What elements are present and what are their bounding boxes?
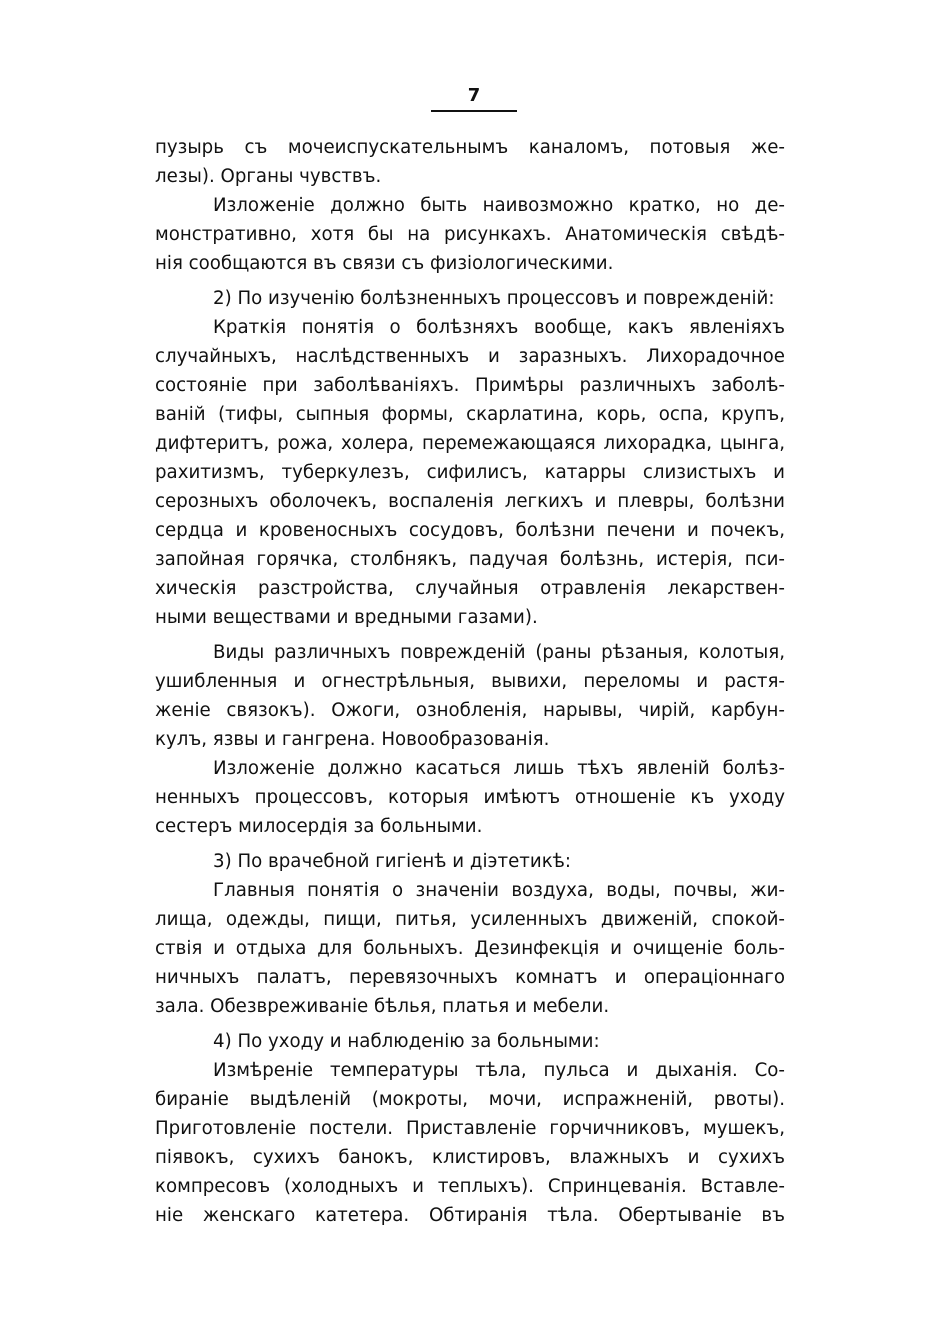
text-line: серозныхъ оболочекъ, воспаленія легкихъ и плевры, болѣзни xyxy=(155,491,785,512)
text-line: Изложеніе должно касаться лишь тѣхъ явленій болѣз- xyxy=(213,758,785,779)
text-line: 2) По изученію болѣзненныхъ процессовъ и поврежденій: xyxy=(213,288,775,309)
text-line: ваній (тифы, сыпныя формы, скарлатина, корь, оспа, крупъ, xyxy=(155,404,785,425)
text-line: рахитизмъ, туберкулезъ, сифилисъ, катарры слизистыхъ и xyxy=(155,462,785,483)
text-line: Измѣреніе температуры тѣла, пульса и дыханія. Со- xyxy=(213,1060,785,1081)
paragraph xyxy=(155,876,785,1021)
text-line: Главныя понятія о значеніи воздуха, воды, почвы, жи- xyxy=(213,880,785,901)
text-line: дифтеритъ, рожа, холера, перемежающаяся лихорадка, цынга, xyxy=(155,433,785,454)
paragraph xyxy=(155,638,785,754)
text-line: Приготовленіе постели. Приставленіе горчичниковъ, мушекъ, xyxy=(155,1118,785,1139)
text-line: лезы). Органы чувствъ. xyxy=(155,166,382,187)
text-line: женіе связокъ). Ожоги, ознобленія, нарывы, чирій, карбун- xyxy=(155,700,785,721)
section-heading xyxy=(155,284,785,313)
page-number: 7 xyxy=(431,86,517,112)
text-line: Изложеніе должно быть наивозможно кратко, но де- xyxy=(213,195,785,216)
paragraph xyxy=(155,313,785,632)
text-line: бираніе выдѣленій (мокроты, мочи, испражненій, рвоты). xyxy=(155,1089,785,1110)
paragraph xyxy=(155,191,785,278)
text-line: Виды различныхъ поврежденій (раны рѣзаныя, колотыя, xyxy=(213,642,785,663)
text-line: монстративно, хотя бы на рисункахъ. Анатомическія свѣдѣ- xyxy=(155,224,785,245)
text-line: сестеръ милосердія за больными. xyxy=(155,816,483,837)
text-line: 3) По врачебной гигіенѣ и діэтетикѣ: xyxy=(213,851,572,872)
paragraph xyxy=(155,1056,785,1230)
text-line: хическія разстройства, случайныя отравленія лекарствен- xyxy=(155,578,785,599)
text-line: случайныхъ, наслѣдственныхъ и заразныхъ. Лихорадочное xyxy=(155,346,785,367)
section-heading xyxy=(155,1027,785,1056)
text-line: ненныхъ процессовъ, которыя имѣютъ отношеніе къ уходу xyxy=(155,787,785,808)
text-line: компресовъ (холодныхъ и теплыхъ). Спринцеванія. Вставле- xyxy=(155,1176,785,1197)
text-line: ствія и отдыха для больныхъ. Дезинфекція и очищеніе боль- xyxy=(155,938,785,959)
text-line: ушибленныя и огнестрѣльныя, вывихи, переломы и растя- xyxy=(155,671,785,692)
text-line: сердца и кровеносныхъ сосудовъ, болѣзни печени и почекъ, xyxy=(155,520,785,541)
body-text xyxy=(155,133,785,1230)
text-line: нія сообщаются въ связи съ физіологическими. xyxy=(155,253,614,274)
paragraph xyxy=(155,133,785,191)
text-line: пузырь съ мочеиспускательнымъ каналомъ, потовыя же- xyxy=(155,137,785,158)
text-line: кулъ, язвы и гангрена. Новообразованія. xyxy=(155,729,550,750)
section-heading xyxy=(155,847,785,876)
text-line: зала. Обезвреживаніе бѣлья, платья и мебели. xyxy=(155,996,610,1017)
text-line: ными веществами и вредными газами). xyxy=(155,607,538,628)
paragraph xyxy=(155,754,785,841)
text-line: ніе женскаго катетера. Обтиранія тѣла. Обертываніе въ xyxy=(155,1205,785,1226)
text-line: запойная горячка, столбнякъ, падучая болѣзнь, истерія, пси- xyxy=(155,549,785,570)
text-line: ничныхъ палатъ, перевязочныхъ комнатъ и операціоннаго xyxy=(155,967,785,988)
text-line: состояніе при заболѣваніяхъ. Примѣры различныхъ заболѣ- xyxy=(155,375,785,396)
text-line: лища, одежды, пищи, питья, усиленныхъ движеній, спокой- xyxy=(155,909,785,930)
text-line: піявокъ, сухихъ банокъ, клистировъ, влажныхъ и сухихъ xyxy=(155,1147,785,1168)
text-line: Краткія понятія о болѣзняхъ вообще, какъ явленіяхъ xyxy=(213,317,785,338)
text-line: 4) По уходу и наблюденію за больными: xyxy=(213,1031,600,1052)
